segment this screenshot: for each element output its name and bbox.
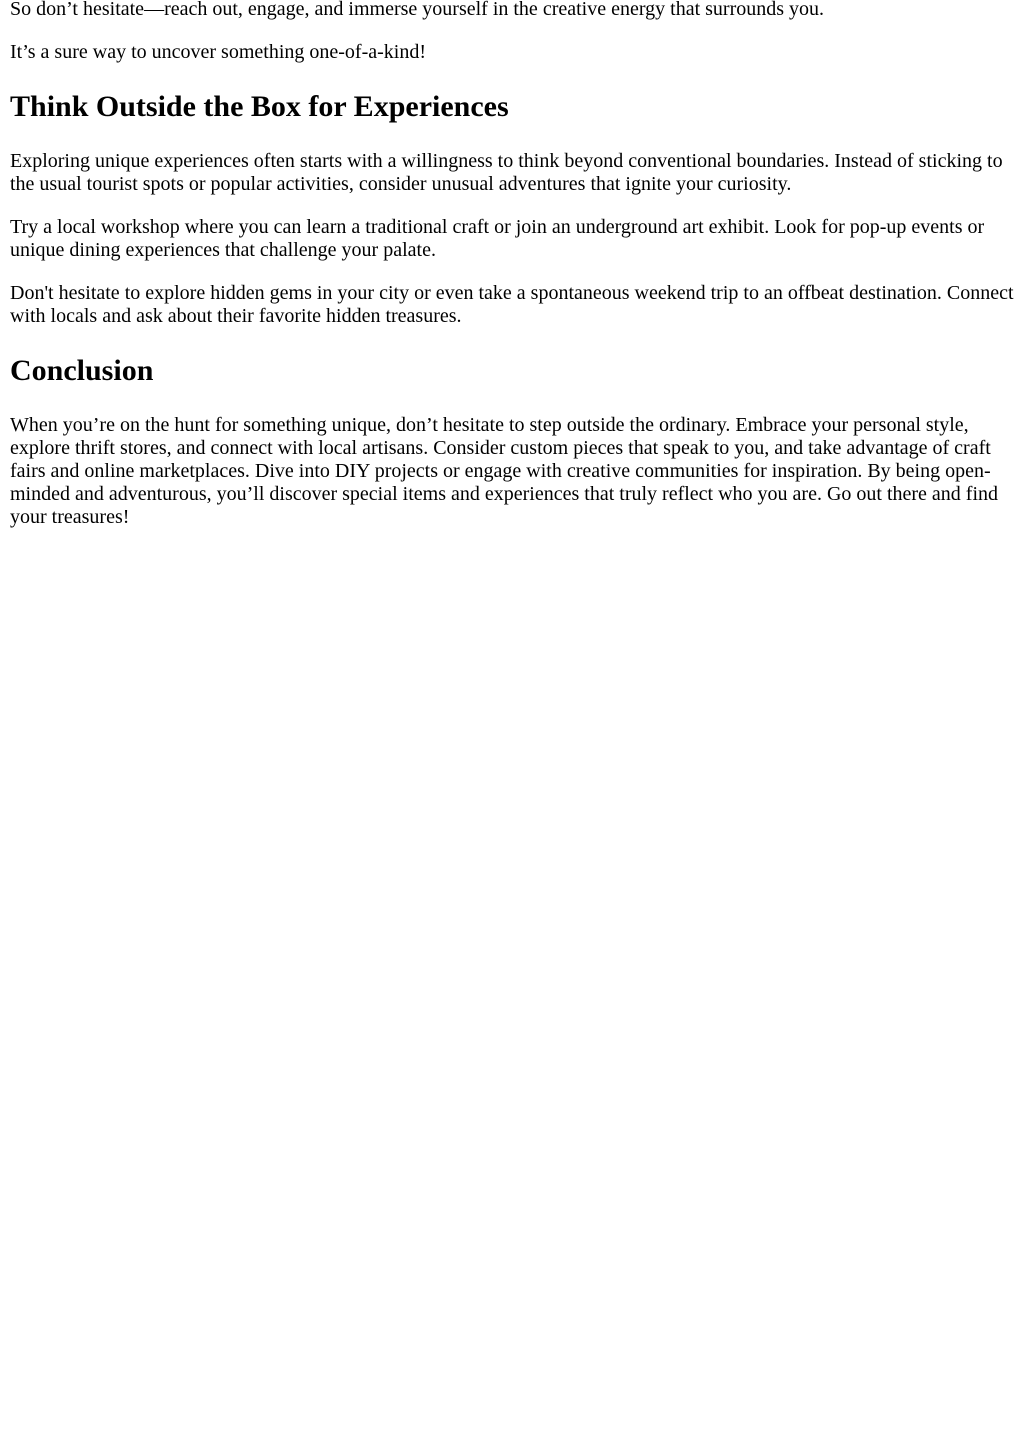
- section-heading-experiences: Think Outside the Box for Experiences: [10, 90, 509, 123]
- section-heading-conclusion: Conclusion: [10, 354, 154, 387]
- article-body: [0, 0, 1024, 529]
- experiences-paragraph-1: Exploring unique experiences often starts with a willingness to think beyond conventional boundaries. Instead of sticking to the usual tourist spots or popular activities, consider unusual adventures that ignite your curiosity.: [10, 150, 1003, 195]
- section-conclusion: [10, 353, 1014, 529]
- conclusion-paragraph-1: When you’re on the hunt for something unique, don’t hesitate to step outside the ordinary. Embrace your personal style, explore thrift stores, and connect with local artisans. Consider custom pieces that speak to you, and take advantage of craft fairs and online marketplaces. Dive into DIY projects or engage with creative communities for inspiration. By being open-minded and adventurous, you’ll discover special items and experiences that truly reflect who you are. Go out there and find your treasures!: [10, 414, 999, 528]
- section-experiences: [10, 89, 1014, 328]
- experiences-paragraph-3: Don't hesitate to explore hidden gems in your city or even take a spontaneous weekend trip to an offbeat destination. Connect with locals and ask about their favorite hidden treasures.: [10, 282, 1014, 327]
- experiences-paragraph-2: Try a local workshop where you can learn a traditional craft or join an underground art exhibit. Look for pop-up events or unique dining experiences that challenge your palate.: [10, 216, 985, 261]
- intro-paragraph-2: It’s a sure way to uncover something one-of-a-kind!: [10, 41, 426, 63]
- intro-paragraph-1: So don’t hesitate—reach out, engage, and immerse yourself in the creative energy that surrounds you.: [10, 0, 825, 20]
